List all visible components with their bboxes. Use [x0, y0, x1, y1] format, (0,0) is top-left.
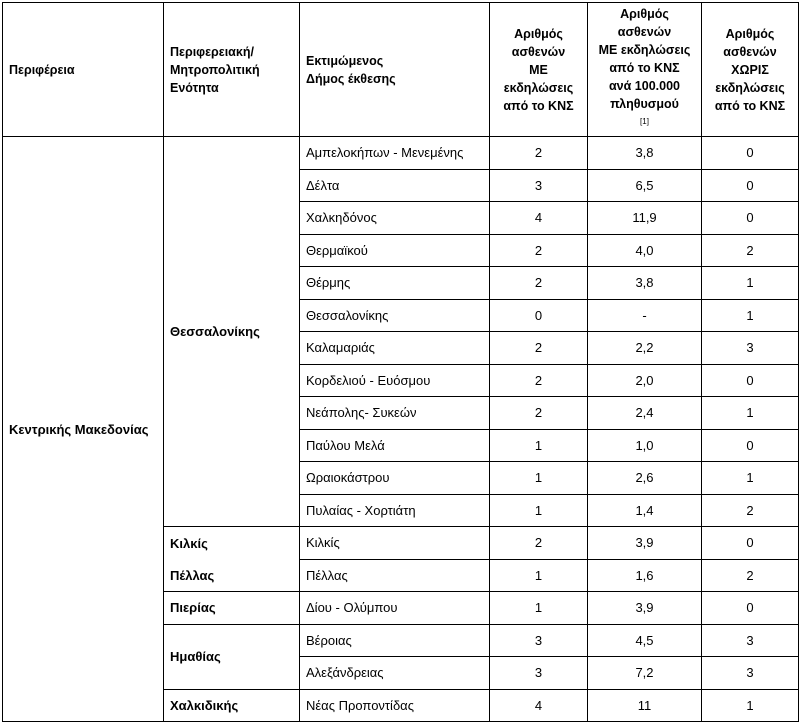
rate-cell: 2,2 — [588, 332, 702, 365]
without-symptoms-cell: 0 — [702, 169, 799, 202]
region-cell: Κεντρικής Μακεδονίας — [3, 137, 164, 722]
municipality-cell: Αλεξάνδρειας — [300, 657, 490, 690]
rate-cell: 2,0 — [588, 364, 702, 397]
without-symptoms-cell: 0 — [702, 137, 799, 170]
municipality-cell: Δέλτα — [300, 169, 490, 202]
without-symptoms-cell: 0 — [702, 592, 799, 625]
with-symptoms-cell: 2 — [490, 137, 588, 170]
table-row — [3, 137, 799, 170]
with-symptoms-cell: 3 — [490, 169, 588, 202]
municipality-cell: Πυλαίας - Χορτιάτη — [300, 494, 490, 527]
without-symptoms-cell: 1 — [702, 299, 799, 332]
unit-cell-pella: Πέλλας — [164, 559, 300, 592]
header-with-symptoms: Αριθμός ασθενών ΜΕ εκδηλώσεις από το ΚΝΣ — [490, 3, 588, 137]
municipality-cell: Παύλου Μελά — [300, 429, 490, 462]
rate-cell: 11,9 — [588, 202, 702, 235]
without-symptoms-cell: 0 — [702, 364, 799, 397]
without-symptoms-cell: 0 — [702, 429, 799, 462]
rate-cell: 3,9 — [588, 527, 702, 560]
rate-cell: 1,4 — [588, 494, 702, 527]
without-symptoms-cell: 3 — [702, 332, 799, 365]
header-rate: Αριθμός ασθενών ΜΕ εκδηλώσεις από το ΚΝΣ ανά 100.000 πληθυσμού [1] — [588, 3, 702, 137]
with-symptoms-cell: 4 — [490, 202, 588, 235]
rate-cell: 1,0 — [588, 429, 702, 462]
with-symptoms-cell: 1 — [490, 462, 588, 495]
with-symptoms-cell: 2 — [490, 267, 588, 300]
header-row — [3, 3, 799, 137]
municipality-cell: Νεάπολης- Συκεών — [300, 397, 490, 430]
with-symptoms-cell: 1 — [490, 494, 588, 527]
rate-cell: 7,2 — [588, 657, 702, 690]
without-symptoms-cell: 3 — [702, 624, 799, 657]
with-symptoms-cell: 2 — [490, 397, 588, 430]
with-symptoms-cell: 0 — [490, 299, 588, 332]
header-municipality: Εκτιμώμενος Δήμος έκθεσης — [300, 3, 490, 137]
with-symptoms-cell: 2 — [490, 234, 588, 267]
rate-cell: 1,6 — [588, 559, 702, 592]
municipality-cell: Πέλλας — [300, 559, 490, 592]
municipality-cell: Βέροιας — [300, 624, 490, 657]
municipality-cell: Χαλκηδόνος — [300, 202, 490, 235]
without-symptoms-cell: 1 — [702, 462, 799, 495]
municipality-cell: Θέρμης — [300, 267, 490, 300]
with-symptoms-cell: 2 — [490, 527, 588, 560]
municipality-cell: Θερμαϊκού — [300, 234, 490, 267]
unit-cell-chalkidiki: Χαλκιδικής — [164, 689, 300, 722]
cases-table — [2, 2, 799, 722]
municipality-cell: Θεσσαλονίκης — [300, 299, 490, 332]
municipality-cell: Δίου - Ολύμπου — [300, 592, 490, 625]
with-symptoms-cell: 1 — [490, 559, 588, 592]
rate-cell: 6,5 — [588, 169, 702, 202]
header-unit: Περιφερειακή/ Μητροπολιτική Ενότητα — [164, 3, 300, 137]
rate-cell: 3,9 — [588, 592, 702, 625]
without-symptoms-cell: 2 — [702, 234, 799, 267]
municipality-cell: Κιλκίς — [300, 527, 490, 560]
with-symptoms-cell: 3 — [490, 624, 588, 657]
municipality-cell: Νέας Προποντίδας — [300, 689, 490, 722]
rate-cell: 3,8 — [588, 137, 702, 170]
rate-cell: 4,0 — [588, 234, 702, 267]
with-symptoms-cell: 3 — [490, 657, 588, 690]
with-symptoms-cell: 2 — [490, 332, 588, 365]
unit-cell-thessaloniki: Θεσσαλονίκης — [164, 137, 300, 527]
with-symptoms-cell: 4 — [490, 689, 588, 722]
without-symptoms-cell: 2 — [702, 559, 799, 592]
rate-cell: - — [588, 299, 702, 332]
unit-cell-pieria: Πιερίας — [164, 592, 300, 625]
rate-cell: 2,6 — [588, 462, 702, 495]
unit-cell-imathia: Ημαθίας — [164, 624, 300, 689]
with-symptoms-cell: 1 — [490, 429, 588, 462]
with-symptoms-cell: 2 — [490, 364, 588, 397]
without-symptoms-cell: 0 — [702, 527, 799, 560]
header-region: Περιφέρεια — [3, 3, 164, 137]
without-symptoms-cell: 1 — [702, 689, 799, 722]
without-symptoms-cell: 3 — [702, 657, 799, 690]
municipality-cell: Καλαμαριάς — [300, 332, 490, 365]
municipality-cell: Αμπελοκήπων - Μενεμένης — [300, 137, 490, 170]
footnote-ref[interactable]: [1] — [640, 117, 649, 126]
rate-cell: 3,8 — [588, 267, 702, 300]
unit-cell-kilkis: Κιλκίς — [164, 527, 300, 560]
header-without-symptoms: Αριθμός ασθενών ΧΩΡΙΣ εκδηλώσεις από το ΚΝΣ — [702, 3, 799, 137]
rate-cell: 11 — [588, 689, 702, 722]
without-symptoms-cell: 1 — [702, 267, 799, 300]
without-symptoms-cell: 0 — [702, 202, 799, 235]
municipality-cell: Ωραιοκάστρου — [300, 462, 490, 495]
rate-cell: 2,4 — [588, 397, 702, 430]
without-symptoms-cell: 1 — [702, 397, 799, 430]
municipality-cell: Κορδελιού - Ευόσμου — [300, 364, 490, 397]
without-symptoms-cell: 2 — [702, 494, 799, 527]
with-symptoms-cell: 1 — [490, 592, 588, 625]
rate-cell: 4,5 — [588, 624, 702, 657]
